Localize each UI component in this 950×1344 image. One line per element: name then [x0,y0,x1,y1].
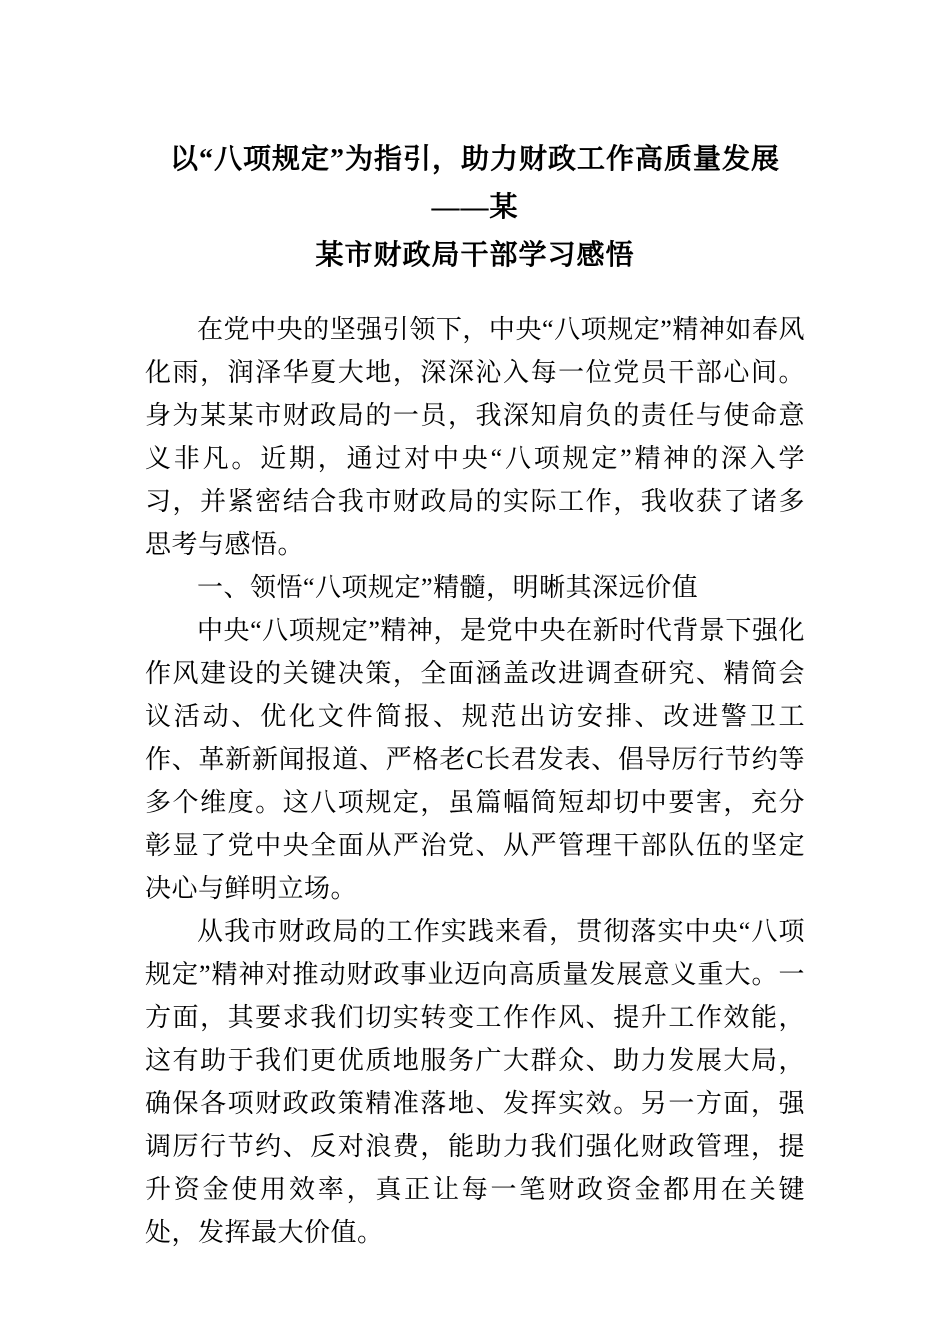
title-line-1: 以“八项规定”为指引，助力财政工作高质量发展——某 [169,144,780,223]
paragraph-introduction: 在党中央的坚强引领下，中央“八项规定”精神如春风化雨，润泽华夏大地，深深沁入每一位党员干部心间。身为某某市财政局的一员，我深知肩负的责任与使命意义非凡。近期，通过对中央“八项规定”精神的深入学习，并紧密结合我市财政局的实际工作，我收获了诸多思考与感悟。 [145,315,805,559]
section-heading-1: 一、领悟“八项规定”精髓，明晰其深远价值 [197,573,699,602]
paragraph-section1-practice: 从我市财政局的工作实践来看，贯彻落实中央“八项规定”精神对推动财政事业迈向高质量发展意义重大。一方面，其要求我们切实转变工作作风、提升工作效能，这有助于我们更优质地服务广大群众、助力发展大局，确保各项财政政策精准落地、发挥实效。另一方面，强调厉行节约、反对浪费，能助力我们强化财政管理，提升资金使用效率，真正让每一笔财政资金都用在关键处，发挥最大价值。 [145,917,805,1247]
title-line-2: 某市财政局干部学习感悟 [315,240,635,271]
document-title [145,136,805,280]
document-body [145,308,805,1254]
paragraph-section1-meaning: 中央“八项规定”精神，是党中央在新时代背景下强化作风建设的关键决策，全面涵盖改进调查研究、精简会议活动、优化文件简报、规范出访安排、改进警卫工作、革新新闻报道、严格老C长君发表、倡导厉行节约等多个维度。这八项规定，虽篇幅简短却切中要害，充分彰显了党中央全面从严治党、从严管理干部队伍的坚定决心与鲜明立场。 [145,616,805,903]
